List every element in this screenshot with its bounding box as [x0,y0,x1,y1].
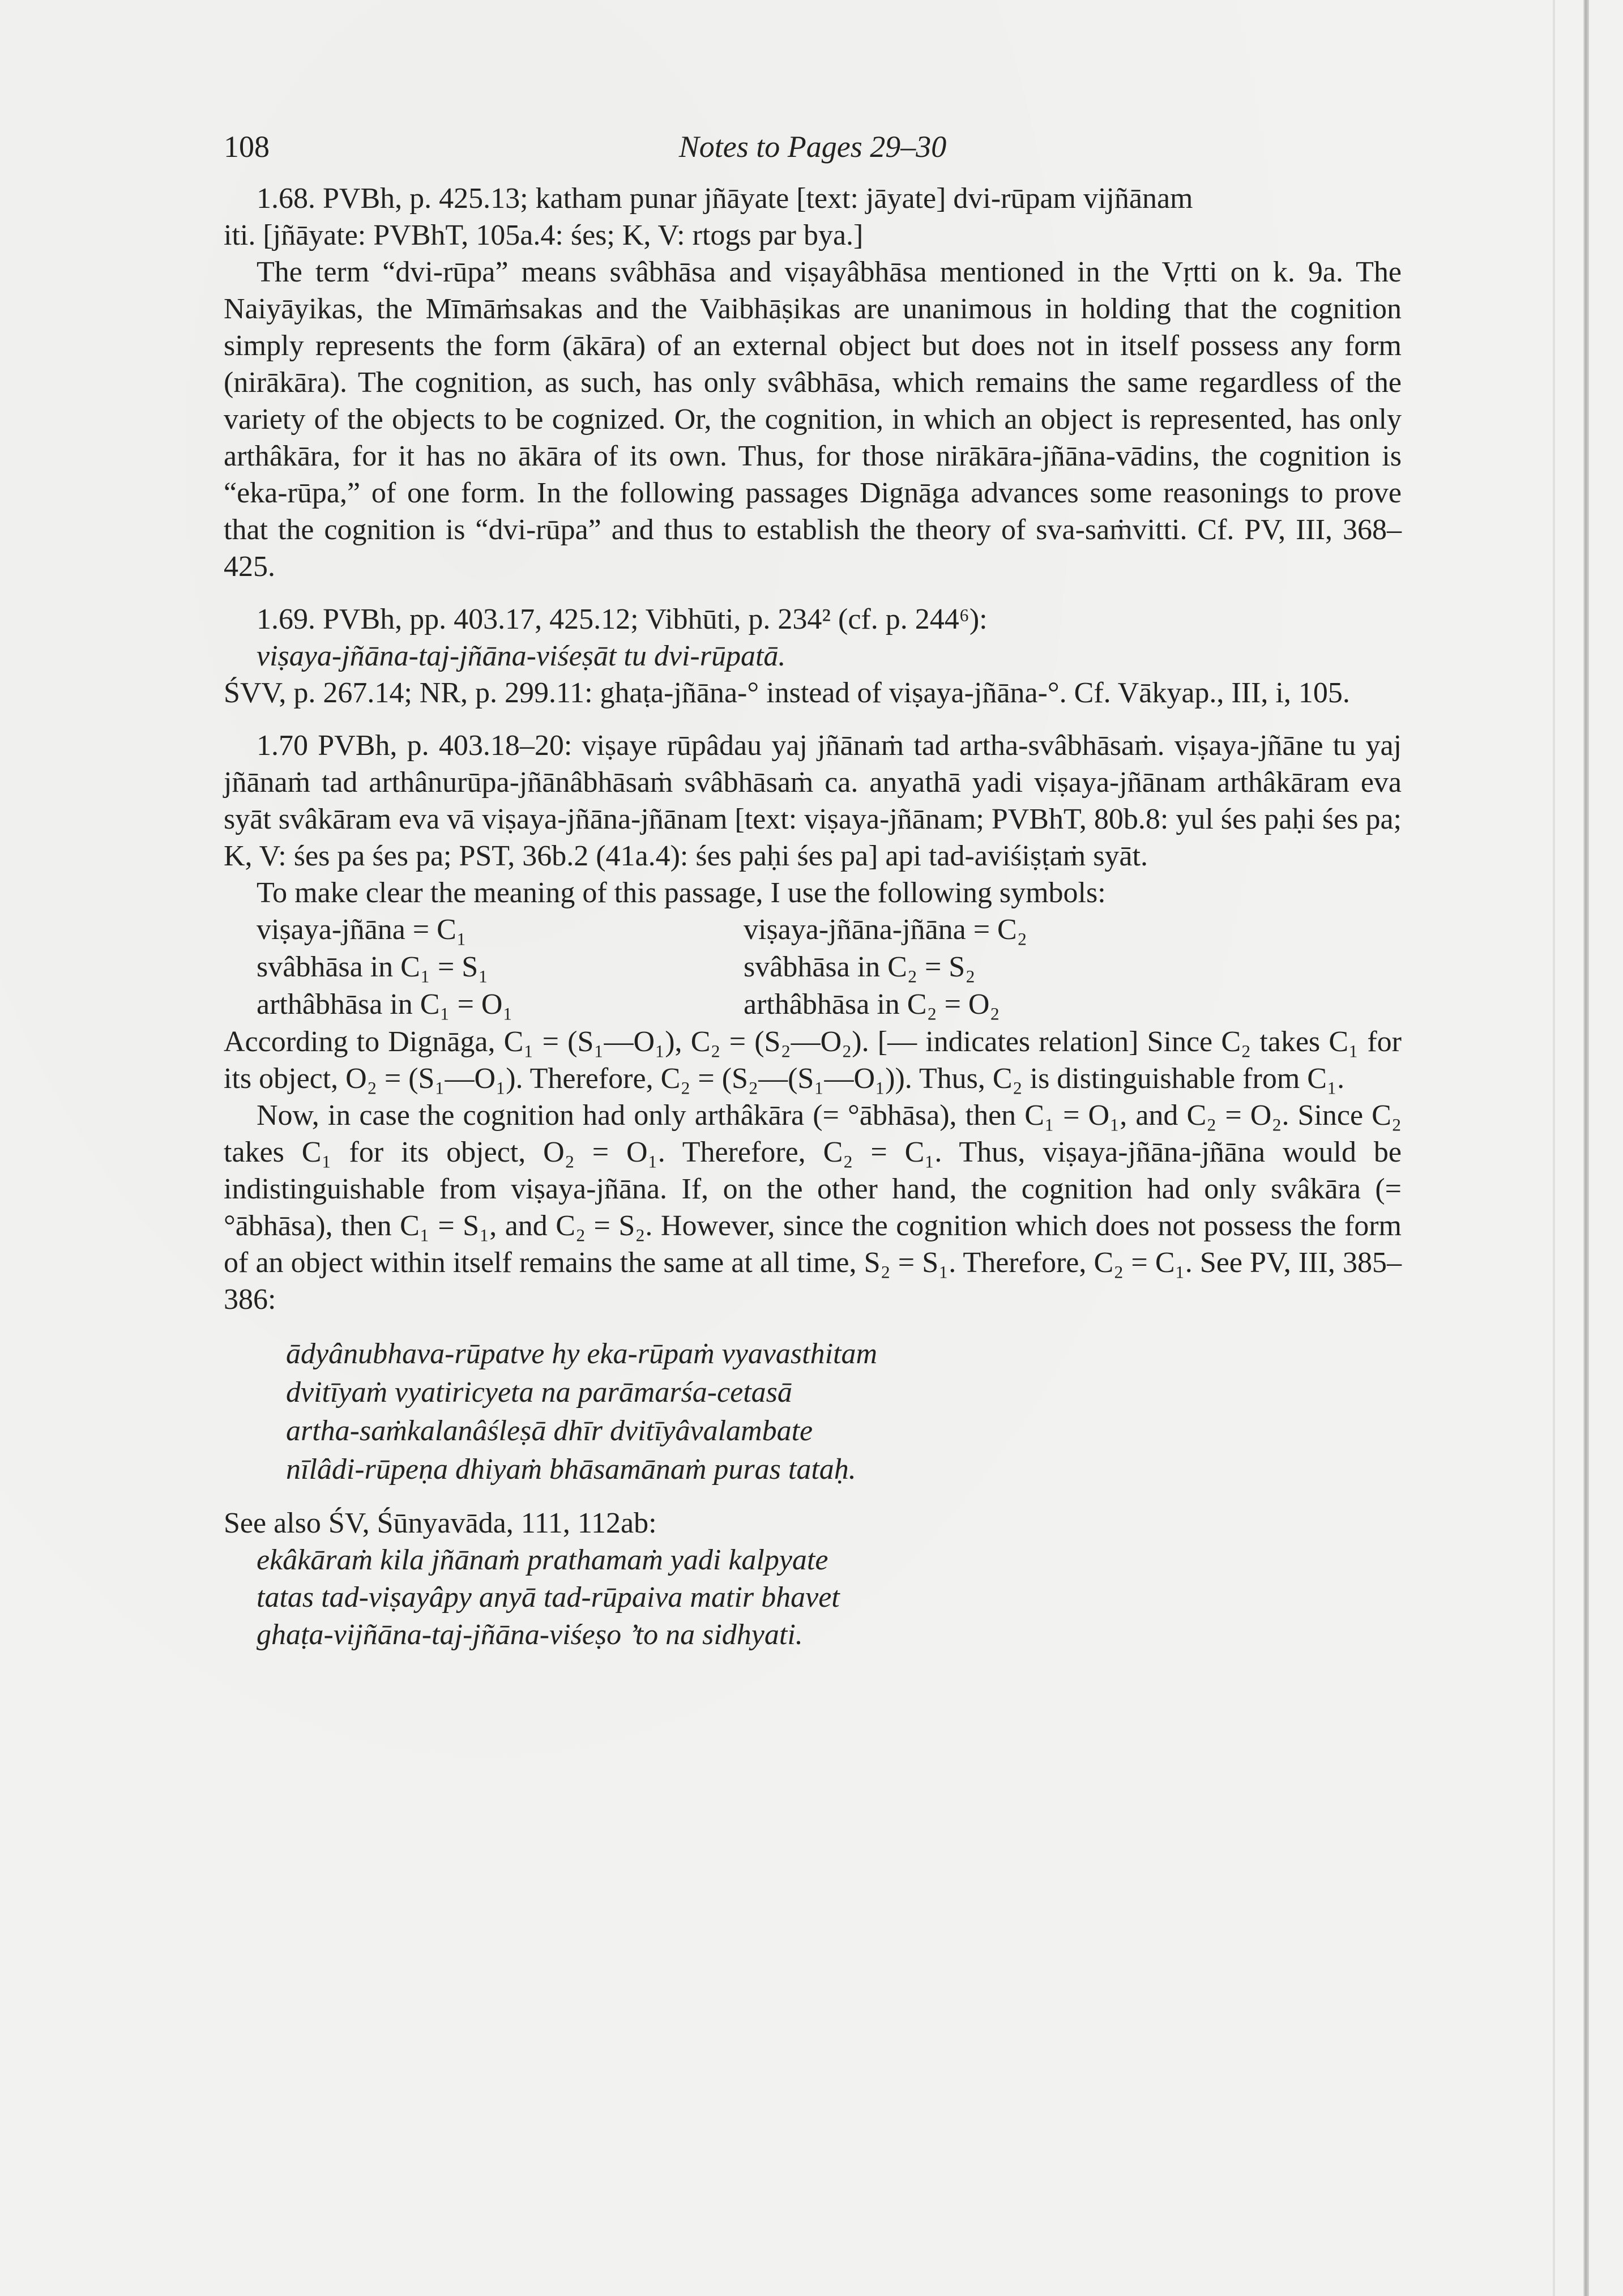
note-1-70-relations: According to Dignāga, C₁ = (S₁—O₁), C₂ = (S₂—O₂). [— indicates relation] Since C₂ takes C₁ for its object, O₂ = (S₁—O₁). Therefore, C₂ = (S₂—(S₁—O₁)). Thus, C₂ is distinguishable from C₁. [224,1026,1402,1095]
verse-line: dvitīyaṁ vyatiricyeta na parāmarśa-cetasā [286,1376,792,1409]
verse-line: nīlâdi-rūpeṇa dhiyaṁ bhāsamānaṁ puras tataḥ. [286,1453,856,1486]
running-header [224,129,1402,169]
note-1-68-line2: iti. [jñāyate: PVBhT, 105a.4: śes; K, V: rtogs par bya.] [224,219,864,251]
verse-pv [224,1335,1402,1489]
verse-line: ghaṭa-vijñāna-taj-jñāna-viśeṣo ’to na sidhyati. [257,1619,803,1651]
note-1-70-paragraph: 1.70 PVBh, p. 403.18–20: viṣaye rūpâdau yaj jñānaṁ tad artha-svâbhāsaṁ. viṣaya-jñāne tu yaj jñānaṁ tad arthânurūpa-jñānâbhāsaṁ svâbhāsaṁ ca. anyathā yadi viṣaya-jñānam arthâkāram eva syāt svâkāram eva vā viṣaya-jñāna-jñānam [text: viṣaya-jñānam; PVBhT, 80b.8: yul śes paḥi śes pa; K, V: śes pa śes pa; PST, 36b.2 (41a.4): śes paḥi śes pa] api tad-aviśiṣṭaṁ syāt. [224,729,1402,872]
page-edge-line [1553,0,1555,2296]
page-body [224,180,1402,1654]
symbol-c2: viṣaya-jñāna-jñāna = C₂ [744,914,1027,946]
note-1-68-paragraph: The term “dvi-rūpa” means svâbhāsa and viṣayâbhāsa mentioned in the Vṛtti on k. 9a. The Naiyāyikas, the Mīmāṁsakas and the Vaibhāṣikas are unanimous in holding that the cognition simply represents the form (ākāra) of an external object but does not in itself possess any form (nirākāra). The cognition, as such, has only svâbhāsa, which remains the same regardless of the variety of the objects to be cognized. Or, the cognition, in which an object is represented, has only arthâkāra, for it has no ākāra of its own. Thus, for those nirākāra-jñāna-vādins, the cognition is “eka-rūpa,” of one form. In the following passages Dignāga advances some reasonings to prove that the cognition is “dvi-rūpa” and thus to establish the theory of sva-saṁvitti. Cf. PV, III, 368–425. [224,256,1402,583]
book-spine-shadow [1583,0,1589,2296]
symbol-s2: svâbhāsa in C₂ = S₂ [744,951,976,983]
verse-line: artha-saṁkalanâśleṣā dhīr dvitīyâvalambate [286,1415,813,1447]
verse-sv [224,1542,1402,1654]
page-number: 108 [224,130,270,164]
note-1-68-line1: 1.68. PVBh, p. 425.13; katham punar jñāyate [text: jāyate] dvi-rūpam vijñānam [257,182,1193,215]
note-1-69-line3: ŚVV, p. 267.14; NR, p. 299.11: ghaṭa-jñāna-° instead of viṣaya-jñāna-°. Cf. Vākyap., III, i, 105. [224,677,1350,709]
see-also-line: See also ŚV, Śūnyavāda, 111, 112ab: [224,1507,657,1539]
symbol-o2: arthâbhāsa in C₂ = O₂ [744,988,1000,1021]
verse-line: ādyânubhava-rūpatve hy eka-rūpaṁ vyavasthitam [286,1338,878,1370]
note-1-70-argument: Now, in case the cognition had only arthâkāra (= °ābhāsa), then C₁ = O₁, and C₂ = O₂. Since C₂ takes C₁ for its object, O₂ = O₁. Therefore, C₂ = C₁. Thus, viṣaya-jñāna-jñāna would be indistinguishable from viṣaya-jñāna. If, on the other hand, the cognition had only svâkāra (= °ābhāsa), then C₁ = S₁, and C₂ = S₂. However, since the cognition which does not possess the form of an object within itself remains the same at all time, S₂ = S₁. Therefore, C₂ = C₁. See PV, III, 385–386: [224,1099,1402,1316]
symbol-c1: viṣaya-jñāna = C₁ [257,914,467,946]
verse-line: tatas tad-viṣayâpy anyā tad-rūpaiva matir bhavet [257,1581,840,1614]
symbol-table [224,911,1402,1023]
symbol-s1: svâbhāsa in C₁ = S₁ [257,951,489,983]
note-1-69-quote: viṣaya-jñāna-taj-jñāna-viśeṣāt tu dvi-rūpatā. [257,640,786,672]
symbol-o1: arthâbhāsa in C₁ = O₁ [257,988,513,1021]
note-1-69-line1: 1.69. PVBh, pp. 403.17, 425.12; Vibhūti, p. 234² (cf. p. 244⁶): [257,603,988,635]
running-title: Notes to Pages 29–30 [678,130,947,164]
note-1-70-intro: To make clear the meaning of this passage, I use the following symbols: [257,877,1106,909]
verse-line: ekâkāraṁ kila jñānaṁ prathamaṁ yadi kalpyate [257,1544,828,1576]
